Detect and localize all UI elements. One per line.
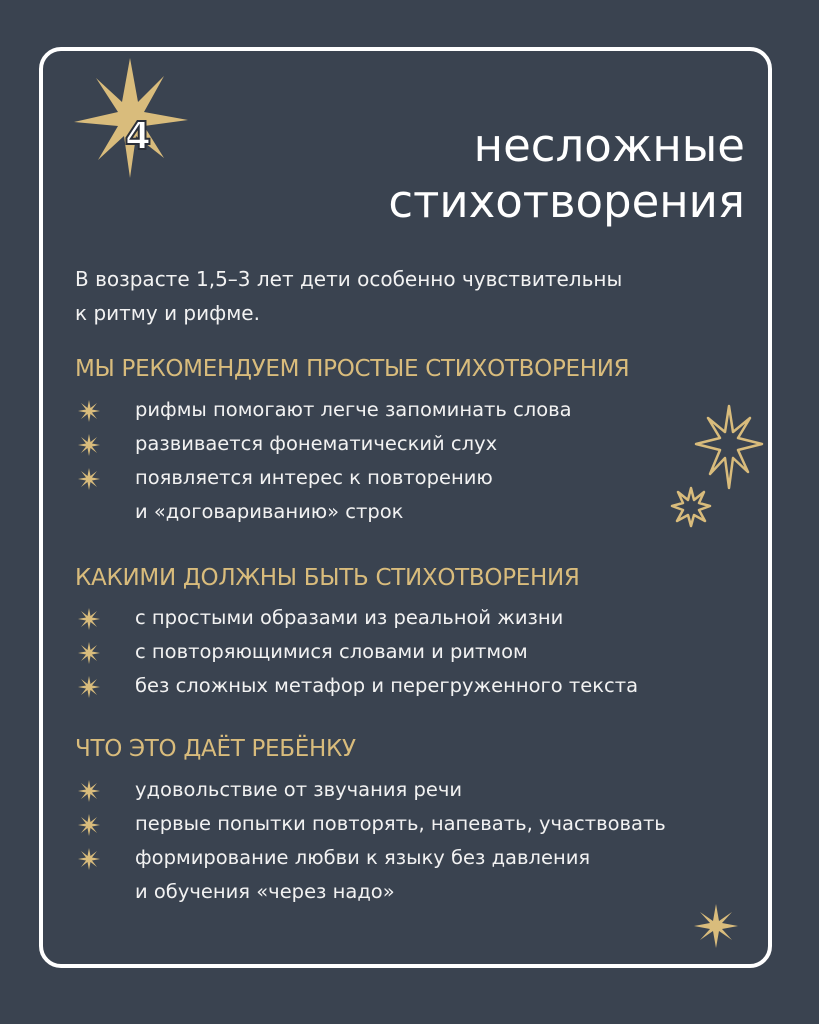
section-heading-requirements: КАКИМИ ДОЛЖНЫ БЫТЬ СТИХОТВОРЕНИЯ bbox=[75, 565, 580, 591]
list-item bbox=[75, 669, 745, 703]
item-text: без сложных метафор и перегруженного текста bbox=[135, 674, 639, 697]
section-heading-benefits: ЧТО ЭТО ДАЁТ РЕБЁНКУ bbox=[75, 736, 356, 762]
title-line-2: стихотворения bbox=[388, 175, 745, 228]
list-item bbox=[75, 773, 745, 807]
sparkle-bullet-icon bbox=[78, 434, 100, 456]
list-item bbox=[75, 461, 745, 529]
outline-burst-icon bbox=[670, 486, 712, 528]
item-text: с повторяющимися словами и ритмом bbox=[135, 640, 528, 663]
item-text-continued: и обучения «через надо» bbox=[135, 880, 395, 903]
list-item bbox=[75, 393, 745, 427]
sparkle-bullet-icon bbox=[78, 848, 100, 870]
list-item bbox=[75, 427, 745, 461]
list-item bbox=[75, 601, 745, 635]
item-text: формирование любви к языку без давления bbox=[135, 846, 591, 869]
step-number: 4 bbox=[124, 114, 152, 158]
sparkle-bullet-icon bbox=[78, 642, 100, 664]
item-text: появляется интерес к повторению bbox=[135, 466, 493, 489]
list-requirements bbox=[75, 601, 745, 703]
sparkle-bullet-icon bbox=[78, 468, 100, 490]
item-text-continued: и «договариванию» строк bbox=[135, 500, 404, 523]
item-text: удовольствие от звучания речи bbox=[135, 778, 463, 801]
list-item bbox=[75, 841, 745, 909]
item-text: развивается фонематический слух bbox=[135, 432, 498, 455]
sparkle-bullet-icon bbox=[78, 814, 100, 836]
intro-line-1: В возрасте 1,5–3 лет дети особенно чувствительны bbox=[75, 267, 623, 291]
list-item bbox=[75, 807, 745, 841]
sparkle-bullet-icon bbox=[78, 400, 100, 422]
intro-line-2: к ритму и рифме. bbox=[75, 301, 260, 325]
page-title bbox=[388, 118, 745, 230]
outline-star-icon bbox=[694, 404, 764, 490]
item-text: первые попытки повторять, напевать, участвовать bbox=[135, 812, 666, 835]
item-text: рифмы помогают легче запоминать слова bbox=[135, 398, 572, 421]
title-line-1: несложные bbox=[473, 119, 745, 172]
sparkle-bullet-icon bbox=[78, 780, 100, 802]
sparkle-bullet-icon bbox=[78, 676, 100, 698]
section-heading-recommend: МЫ РЕКОМЕНДУЕМ ПРОСТЫЕ СТИХОТВОРЕНИЯ bbox=[75, 356, 630, 382]
intro-text bbox=[75, 262, 715, 330]
gold-star-icon bbox=[694, 904, 738, 948]
item-text: с простыми образами из реальной жизни bbox=[135, 606, 564, 629]
list-recommend bbox=[75, 393, 745, 529]
list-item bbox=[75, 635, 745, 669]
sparkle-bullet-icon bbox=[78, 608, 100, 630]
list-benefits bbox=[75, 773, 745, 909]
